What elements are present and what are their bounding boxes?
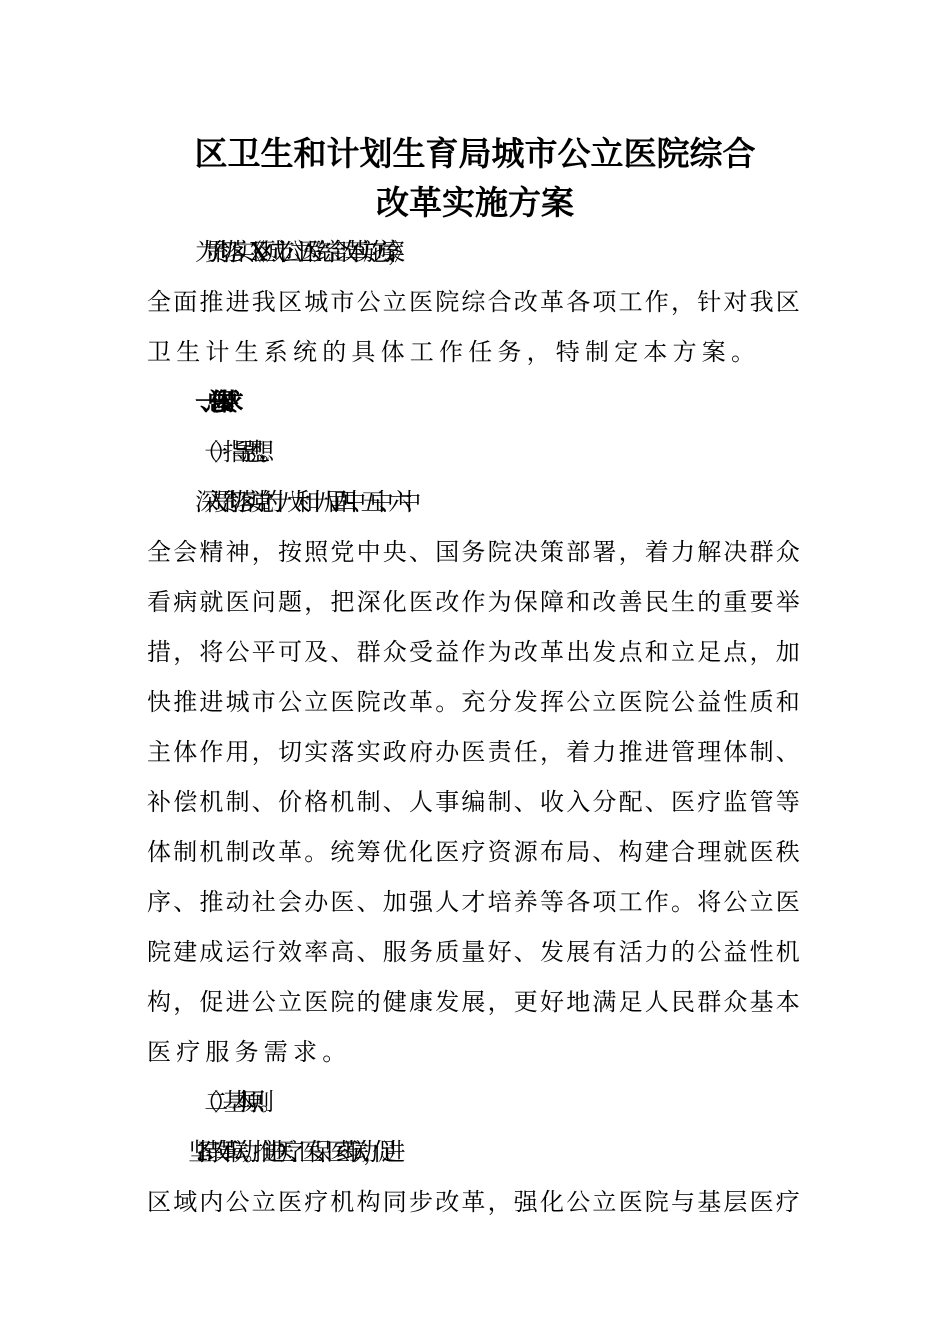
body-line: 全面推进我区城市公立医院综合改革各项工作，针对我区 (147, 288, 802, 316)
subsection-heading: （二）基本原则。 (195, 1088, 269, 1116)
body-line: 为贯彻落实《X区城市公立医院综合改革实施方案》， (195, 238, 397, 266)
document-title-line-1: 区卫生和计划生育局城市公立医院综合 (194, 134, 756, 173)
document-title-line-2: 改革实施方案 (376, 183, 574, 222)
body-line: 体制机制改革。统筹优化医疗资源布局、构建合理就医秩 (147, 838, 802, 866)
body-line: 院建成运行效率高、服务质量好、发展有活力的公益性机 (147, 938, 802, 966)
body-line: 快推进城市公立医院改革。充分发挥公立医院公益性质和 (147, 688, 802, 716)
body-line: 措，将公平可及、群众受益作为改革出发点和立足点，加 (147, 638, 802, 666)
body-line: 1.坚持改革联动。推进医疗、医保、医药联动，促进 (195, 1138, 391, 1166)
body-line: 卫生计生系统的具体工作任务，特制定本方案。 (147, 338, 761, 366)
body-line: 医疗服务需求。 (147, 1038, 352, 1066)
body-line: 构，促进公立医院的健康发展，更好地满足人民群众基本 (147, 988, 802, 1016)
body-line: 补偿机制、价格机制、人事编制、收入分配、医疗监管等 (147, 788, 802, 816)
body-line: 区域内公立医疗机构同步改革，强化公立医院与基层医疗 (147, 1188, 802, 1216)
body-line: 深入贯彻落实党的十八大和十八届四中、五中、六中 (195, 488, 407, 516)
body-line: 主体作用，切实落实政府办医责任，着力推进管理体制、 (147, 738, 802, 766)
body-line: 全会精神，按照党中央、国务院决策部署，着力解决群众 (147, 538, 802, 566)
body-line: 序、推动社会办医、加强人才培养等各项工作。将公立医 (147, 888, 802, 916)
section-heading: 一、总体要求 (195, 388, 225, 416)
body-line: 看病就医问题，把深化医改作为保障和改善民生的重要举 (147, 588, 802, 616)
subsection-heading: （一）指导思想。 (195, 438, 269, 466)
